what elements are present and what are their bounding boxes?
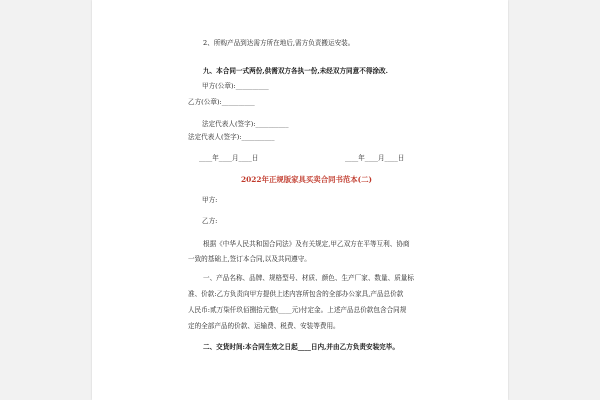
clause-1-line-3: 人民币:贰万柒仟玖佰捌拾元整(____元)付定金。上述产品总价款包含合同规 bbox=[188, 306, 407, 314]
clause-8-item-2: 2、所购产品到达需方所在地后,需方负责搬运安装。 bbox=[203, 39, 355, 47]
party-a-label: 甲方: bbox=[202, 196, 218, 204]
party-b-seal: 乙方(公章):__________ bbox=[188, 98, 255, 106]
contract-title: 2022年正规版家具买卖合同书范本(二) bbox=[241, 175, 373, 184]
party-a-representative: 法定代表人(签字):__________ bbox=[202, 120, 289, 128]
clause-1-line-4: 定的全部产品的价款、运输费、税费、安装等费用。 bbox=[188, 322, 340, 330]
document-page bbox=[92, 0, 508, 400]
clause-1-line-1: 一、产品名称、品牌、规格型号、材质、颜色、生产厂家、数量、质量标 bbox=[203, 274, 414, 282]
preamble-line-1: 根据《中华人民共和国合同法》及有关规定,甲乙双方在平等互利、协商 bbox=[203, 240, 410, 248]
party-a-date: ____年____月____日 bbox=[199, 154, 259, 162]
clause-9: 九、本合同一式两份,供需双方各执一份,未经双方同意不得涂改. bbox=[203, 67, 388, 75]
party-a-seal: 甲方(公章):__________ bbox=[202, 82, 269, 90]
party-b-date: ____年____月____日 bbox=[345, 154, 405, 162]
party-b-label: 乙方: bbox=[202, 217, 218, 225]
clause-2: 二、交货时间:本合同生效之日起____日内,并由乙方负责安装完毕。 bbox=[203, 343, 399, 351]
clause-1-line-2: 准、价款:乙方负责向甲方提供上述内容所包含的全部办公家具,产品总价款 bbox=[188, 290, 404, 298]
party-b-representative: 法定代表人(签字):__________ bbox=[188, 133, 275, 141]
preamble-line-2: 一致的基础上,签订本合同,以及共同遵守。 bbox=[188, 255, 311, 263]
